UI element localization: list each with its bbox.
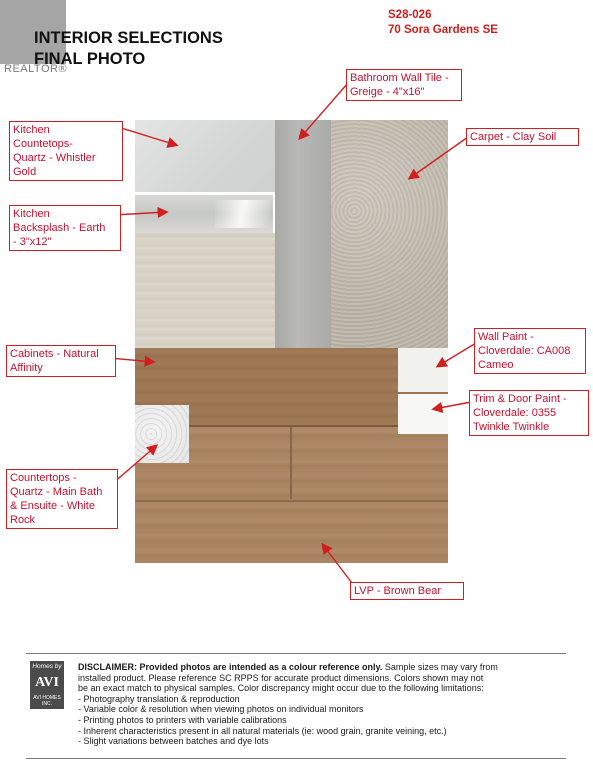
disclaimer-bullet: - Inherent characteristics present in all natural materials (ie: wood grain, granite veining, etc.)	[78, 725, 447, 736]
carpet-swatch	[331, 120, 448, 348]
disclaimer-bullet: - Photography translation & reproduction	[78, 693, 240, 704]
avi-homes-logo: Homes by AVI AVI HOMES INC.	[30, 661, 64, 709]
label-carpet: Carpet - Clay Soil	[466, 128, 579, 146]
lvp-seam	[135, 500, 448, 502]
label-lvp: LVP - Brown Bear	[350, 582, 464, 600]
disclaimer-bullet: - Printing photos to printers with variable calibrations	[78, 714, 287, 725]
label-cabinets: Cabinets - Natural Affinity	[6, 345, 116, 377]
disclaimer-bullet: - Slight variations between batches and dye lots	[78, 736, 269, 747]
realtor-watermark: REALTOR®	[4, 63, 68, 75]
page-title-line1: INTERIOR SELECTIONS	[34, 29, 223, 47]
job-code: S28-026	[388, 9, 432, 21]
page-title	[34, 28, 223, 70]
label-trim-door-paint: Trim & Door Paint - Cloverdale: 0355 Twinkle Twinkle	[469, 390, 589, 436]
job-address: 70 Sora Gardens SE	[388, 24, 498, 36]
disclaimer-bottom-rule	[26, 758, 566, 759]
white-rock-quartz-swatch	[135, 405, 189, 463]
wall-paint-chip	[398, 348, 448, 392]
disclaimer-bullet: - Variable color & resolution when viewing photos on individual monitors	[78, 704, 364, 715]
trim-paint-chip	[398, 394, 448, 434]
disclaimer-heading: DISCLAIMER: Provided photos are intended as a colour reference only.	[78, 662, 383, 672]
lvp-seam	[290, 427, 292, 499]
label-countertops-main-bath: Countertops - Quartz - Main Bath & Ensuite - White Rock	[6, 469, 118, 529]
label-bathroom-wall-tile: Bathroom Wall Tile - Greige - 4"x16"	[346, 69, 462, 101]
bathroom-wall-tile-swatch	[275, 120, 331, 348]
page-title-line2: FINAL PHOTO	[34, 50, 146, 68]
disclaimer-text: DISCLAIMER: Provided photos are intended as a colour reference only. Sample sizes may vary from installed product. Please reference SC RPPS for accurate product dimensions. Colors shown may not be an exact match to physical samples. Color discrepancy might occur due to the following limitations: - Photography translation & reproduction - Variable color & resolution when viewing photos on individual monitors - Printing photos to printers with variable calibrations - Inherent characteristics present in all natural materials (ie: wood grain, granite veining, etc.) - Slight variations between batches and dye lots	[78, 662, 568, 747]
label-kitchen-countertops: Kitchen Countetops- Quartz - Whistler Gold	[9, 121, 123, 181]
label-kitchen-backsplash: Kitchen Backsplash - Earth - 3"x12"	[9, 205, 121, 251]
backsplash-reflection	[215, 200, 270, 228]
job-reference	[388, 8, 498, 38]
kitchen-countertop-swatch	[135, 120, 275, 192]
label-wall-paint: Wall Paint - Cloverdale: CA008 Cameo	[474, 328, 586, 374]
disclaimer-top-rule	[26, 653, 566, 654]
